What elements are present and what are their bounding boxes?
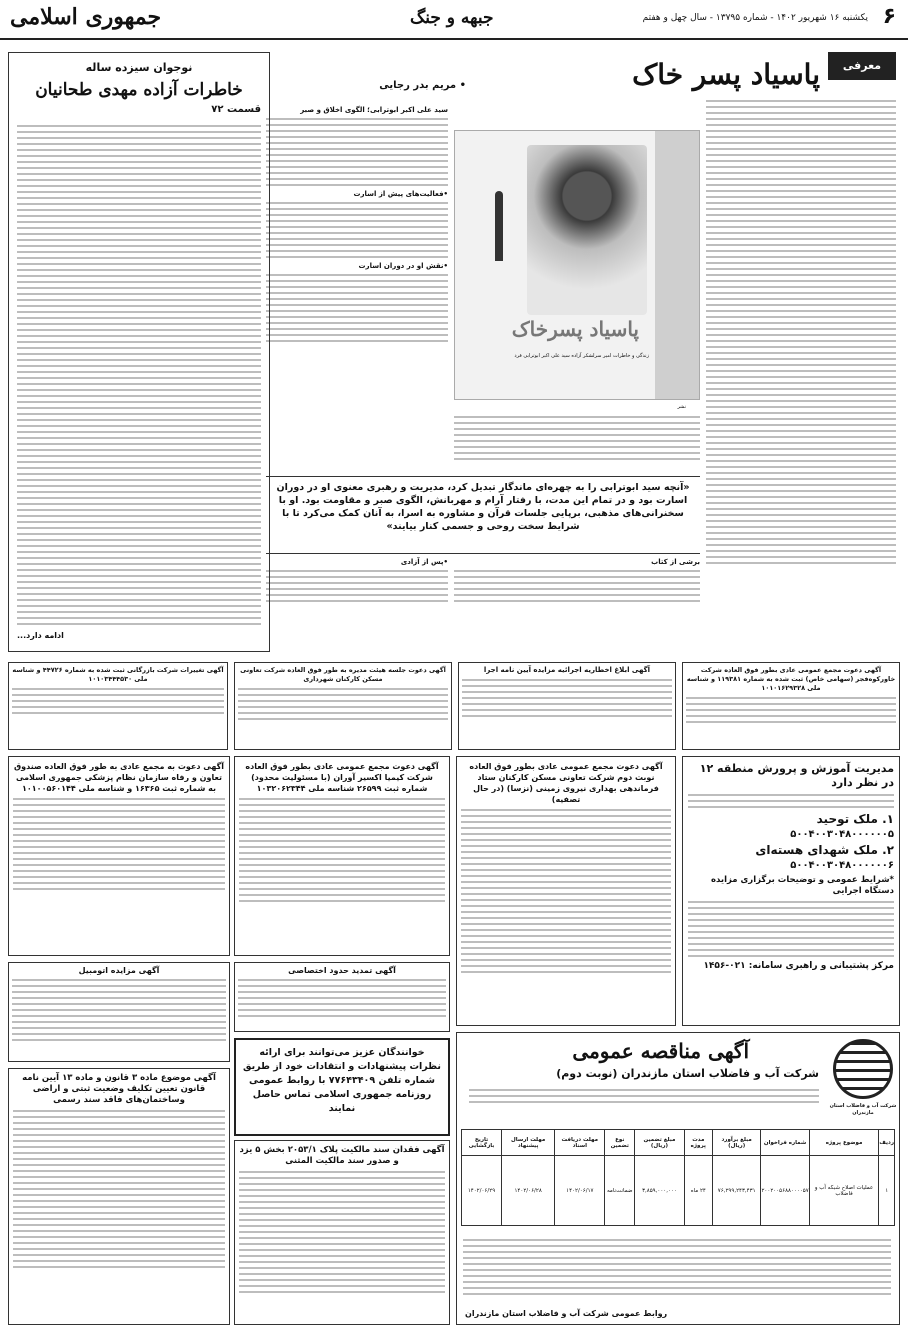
memoir-kicker: نوجوان سیزده ساله xyxy=(85,61,193,74)
tender-table-row: ۱ عملیات اصلاح شبکه آب و فاضلاب ۲۰۰۲۰۰۵۶۸۸۰۰۰۰۵۷ ۷۶,۲۹۹,۲۴۳,۴۳۱ ۲۴ ماه ۳,۸۵۹,۰۰۰,۰۰۰ ضمانت‌نامه ۱۴۰۲/۰۶/۱۷ ۱۴۰۲/۰۶/۲۸ ۱۴۰۲/۰۶/۲۹ xyxy=(462,1156,895,1226)
ad-row2-1: آگهی دعوت مجمع عمومی عادی بطور فوق العاده نوبت دوم شرکت تعاونی مسکن کارکنان ستاد فرماندهی بهداری نیروی زمینی (نزسا) (در حال تصفیه) xyxy=(456,756,676,1026)
memoir-body xyxy=(17,121,261,631)
article-title: پاسیاد پسر خاک xyxy=(632,58,820,91)
article-author: • مریم بدر رجایی xyxy=(379,80,466,91)
cover-title: پاسیاد پسرخاک xyxy=(511,317,639,341)
subhead-3: •نقش او در دوران اسارت xyxy=(358,262,448,270)
tender-intro xyxy=(469,1085,819,1107)
reader-notice: خوانندگان عزیز می‌توانند برای ارائه نظرات پیشنهادات و انتقادات خود از طریق شماره تلفن ۷۷۶۴۳۴۰۹ با روابط عمومی روزنامه جمهوری اسلامی تماس حاصل نمایند xyxy=(234,1038,450,1136)
brand-logo: جمهوری اسلامی xyxy=(10,4,162,30)
tender-main-title: آگهی مناقصه عمومی xyxy=(572,1039,749,1063)
tender-table-header: ردیف موضوع پروژه شماره فراخوان مبلغ برآورد (ریال) مدت پروژه مبلغ تضمین (ریال) نوع تضمین مهلت دریافت اسناد مهلت ارسال پیشنهاد تاریخ بازگشایی xyxy=(462,1130,895,1156)
ad-1: آگهی دعوت مجمع عمومی عادی بطور فوق العاده شرکت خاورکوه‌فجر (سهامی خاص) ثبت شده به شماره ۱۱۹۳۸۱ و شناسه ملی ۱۰۱۰۱۶۲۹۳۲۸ xyxy=(682,662,900,750)
ad-row3-4: آگهی موضوع ماده ۳ قانون و ماده ۱۳ آیین نامه قانون تعیین تکلیف وضعیت ثبتی و اراضی وساختمان‌های فاقد سند رسمی xyxy=(8,1068,230,1325)
subhead-1: سید علی اکبر ابوترابی؛ الگوی اخلاق و صبر xyxy=(300,106,448,114)
book-tag: معرفی کتاب xyxy=(828,52,896,80)
ad-row2-2: آگهی دعوت مجمع عمومی عادی بطور فوق العاده شرکت کیمیا اکسیر آوران (با مسئولیت محدود) شماره ثبت ۲۶۵۹۹ شناسه ملی ۱۰۳۲۰۶۲۳۴۴ xyxy=(234,756,450,956)
ad-row3-1: آگهی تمدید حدود اختصاصی xyxy=(234,962,450,1032)
page-number: ۶ xyxy=(882,4,896,29)
tender-table xyxy=(461,1129,895,1226)
pull-quote: «آنچه سید ابوترابی را به چهره‌ای ماندگار تبدیل کرد، مدیریت و رهبری معنوی او در دوران اسارت بود و در تمام این مدت، با رفتار آرام و مهربانش، الگوی صبر و مقاومت بود. او با سخنرانی‌های مذهبی، برپایی جلسات قرآن و مشاوره به اسرا، به آنان کمک می‌کرد تا با شرایط سخت روحی و جسمی کنار بیایند» xyxy=(266,476,700,554)
ad-4: آگهی تغییرات شرکت بازرگانی ثبت شده به شماره ۴۴۷۲۶ و شناسه ملی ۱۰۱۰۳۴۴۴۵۳۰ xyxy=(8,662,228,750)
masthead xyxy=(0,0,908,40)
tender-ad xyxy=(682,756,900,1026)
ad-2: آگهی ابلاغ اخطاریه اجرائیه مزایده آیین نامه اجرا xyxy=(458,662,676,750)
article-column-4 xyxy=(454,558,700,612)
memoir-title: خاطرات آزاده مهدی طحانیان xyxy=(35,80,243,100)
memoir-continued: ادامه دارد... xyxy=(17,631,64,640)
tender-code-2: ۵۰۰۴۰۰۳۰۴۸۰۰۰۰۰۰۶ xyxy=(790,860,894,871)
ad-3: آگهی دعوت جلسه هیئت مدیره به طور فوق العاده شرکت تعاونی مسکن کارکنان شهرداری xyxy=(234,662,452,750)
article-column-3 xyxy=(266,52,448,472)
book-cover xyxy=(454,130,700,400)
memoir-column xyxy=(8,52,270,652)
ad-row2-3: آگهی دعوت به مجمع عادی به طور فوق العاده صندوق تعاون و رفاه سازمان نظام پزشکی جمهوری اسلامی به شماره ثبت ۱۶۳۶۵ و شناسه ملی ۱۰۱۰۰۵۶۰۱۴۴ xyxy=(8,756,230,956)
subhead-5: برشی از کتاب xyxy=(651,558,700,566)
tender-subtitle: شرکت آب و فاضلاب استان مازندران (نوبت دوم) xyxy=(556,1067,819,1080)
tender-conditions xyxy=(463,1235,891,1299)
cover-portrait xyxy=(527,145,647,315)
logo-caption: شرکت آب و فاضلاب استان مازندران xyxy=(829,1103,897,1116)
article-column-1 xyxy=(706,96,896,588)
article-column-2 xyxy=(454,412,700,474)
cover-spine xyxy=(655,131,699,399)
big-tender xyxy=(456,1032,900,1325)
tender-footer: روابط عمومی شرکت آب و فاضلاب استان مازندران xyxy=(465,1309,668,1318)
subhead-4: •پس از آزادی xyxy=(400,558,448,566)
tender-support: مرکز پشتیبانی و راهبری سامانه: ۰۲۱-۱۴۵۶ xyxy=(703,961,894,971)
ad-row3-3: آگهی فقدان سند مالکیت پلاک ۲۰۵۳/۱ بخش ۵ یزد و صدور سند مالکیت المثنی xyxy=(234,1140,450,1325)
book-article xyxy=(266,52,896,612)
cover-publisher: نشر xyxy=(677,404,686,410)
tender-title: مدیریت آموزش و پرورش منطقه ۱۲ در نظر دارد xyxy=(699,762,894,789)
subhead-2: •فعالیت‌های پیش از اسارت xyxy=(353,190,448,198)
tender-item-2: ۲. ملک شهدای هسته‌ای xyxy=(755,843,894,857)
tender-code-1: ۵۰۰۴۰۰۳۰۴۸۰۰۰۰۰۰۵ xyxy=(790,829,894,840)
tender-item-1: ۱. ملک توحید xyxy=(816,812,894,826)
ad-row3-2: آگهی مزایده اتومبیل xyxy=(8,962,230,1062)
tender-heading: *شرایط عمومی و توضیحات برگزاری مزایده دستگاه اجرایی xyxy=(710,875,894,896)
article-column-5 xyxy=(266,558,448,612)
memoir-part: قسمت ۷۲ xyxy=(211,104,261,115)
date-line: یکشنبه ۱۶ شهریور ۱۴۰۲ - شماره ۱۳۷۹۵ - سال چهل و هفتم xyxy=(642,13,868,23)
section-title: جبهه و جنگ xyxy=(410,8,494,28)
cover-tree xyxy=(495,191,503,261)
company-logo xyxy=(833,1039,893,1099)
ads-row-1 xyxy=(8,662,900,750)
cover-caption: زندگی و خاطرات امیر سرلشکر آزاده سید علی اکبر ابوترابی فرد xyxy=(514,353,649,359)
